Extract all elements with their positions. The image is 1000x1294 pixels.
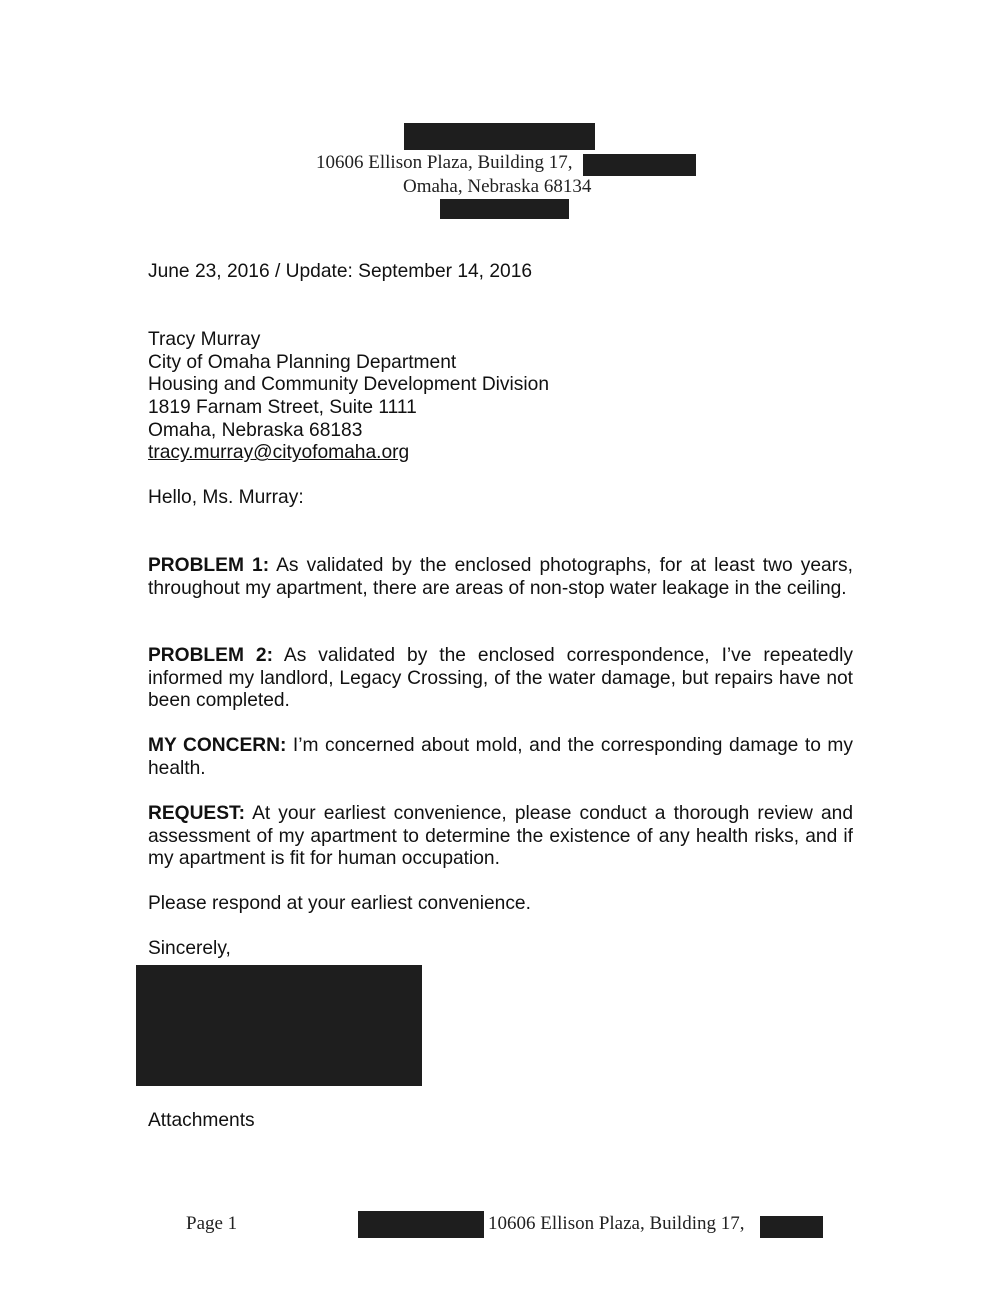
redacted-signature-block — [136, 965, 422, 1086]
paragraph-heading: PROBLEM 2: — [148, 645, 273, 666]
recipient-city: Omaha, Nebraska 68183 — [148, 419, 363, 441]
recipient-name: Tracy Murray — [148, 329, 261, 350]
paragraph-text: I’m concerned about mold, and the corresponding damage to my health. — [148, 735, 853, 779]
closing-request: Please respond at your earliest convenience. — [148, 893, 531, 914]
letterhead-address-line2: Omaha, Nebraska 68134 — [403, 176, 592, 197]
redacted-name-block — [404, 123, 595, 150]
redacted-footer-unit-block — [760, 1216, 823, 1238]
footer-address: 10606 Ellison Plaza, Building 17, — [488, 1213, 745, 1234]
recipient-division: Housing and Community Development Division — [148, 374, 549, 396]
sign-off: Sincerely, — [148, 938, 231, 959]
letterhead-address-line1: 10606 Ellison Plaza, Building 17, — [316, 152, 573, 173]
paragraph-heading: MY CONCERN: — [148, 735, 287, 756]
paragraph-text: At your earliest convenience, please conduct a thorough review and assessment of my apartment to determine the existence of any health risks, and if my apartment is fit for human occupation. — [148, 803, 853, 870]
redacted-unit-block — [583, 154, 696, 176]
paragraph-concern — [148, 735, 853, 780]
date-line: June 23, 2016 / Update: September 14, 2016 — [148, 261, 533, 282]
paragraph-text: As validated by the enclosed correspondence, I’ve repeatedly informed my landlord, Legacy Crossing, of the water damage, but repairs have not been completed. — [148, 645, 853, 712]
paragraph-text: As validated by the enclosed photographs, for at least two years, throughout my apartment, there are areas of non-stop water leakage in the ceiling. — [148, 555, 853, 599]
recipient-address — [148, 329, 549, 465]
salutation: Hello, Ms. Murray: — [148, 487, 304, 508]
recipient-email-link[interactable]: tracy.murray@cityofomaha.org — [148, 442, 410, 464]
paragraph-problem-2 — [148, 645, 853, 713]
footer-page-number: Page 1 — [186, 1213, 238, 1234]
paragraph-request — [148, 803, 853, 871]
paragraph-problem-1 — [148, 555, 853, 600]
recipient-street: 1819 Farnam Street, Suite 1111 — [148, 397, 417, 419]
redacted-contact-block — [440, 199, 569, 219]
paragraph-heading: PROBLEM 1: — [148, 555, 270, 576]
attachments-label: Attachments — [148, 1110, 255, 1131]
paragraph-heading: REQUEST: — [148, 803, 246, 824]
recipient-department: City of Omaha Planning Department — [148, 351, 457, 373]
redacted-footer-name-block — [358, 1211, 484, 1238]
